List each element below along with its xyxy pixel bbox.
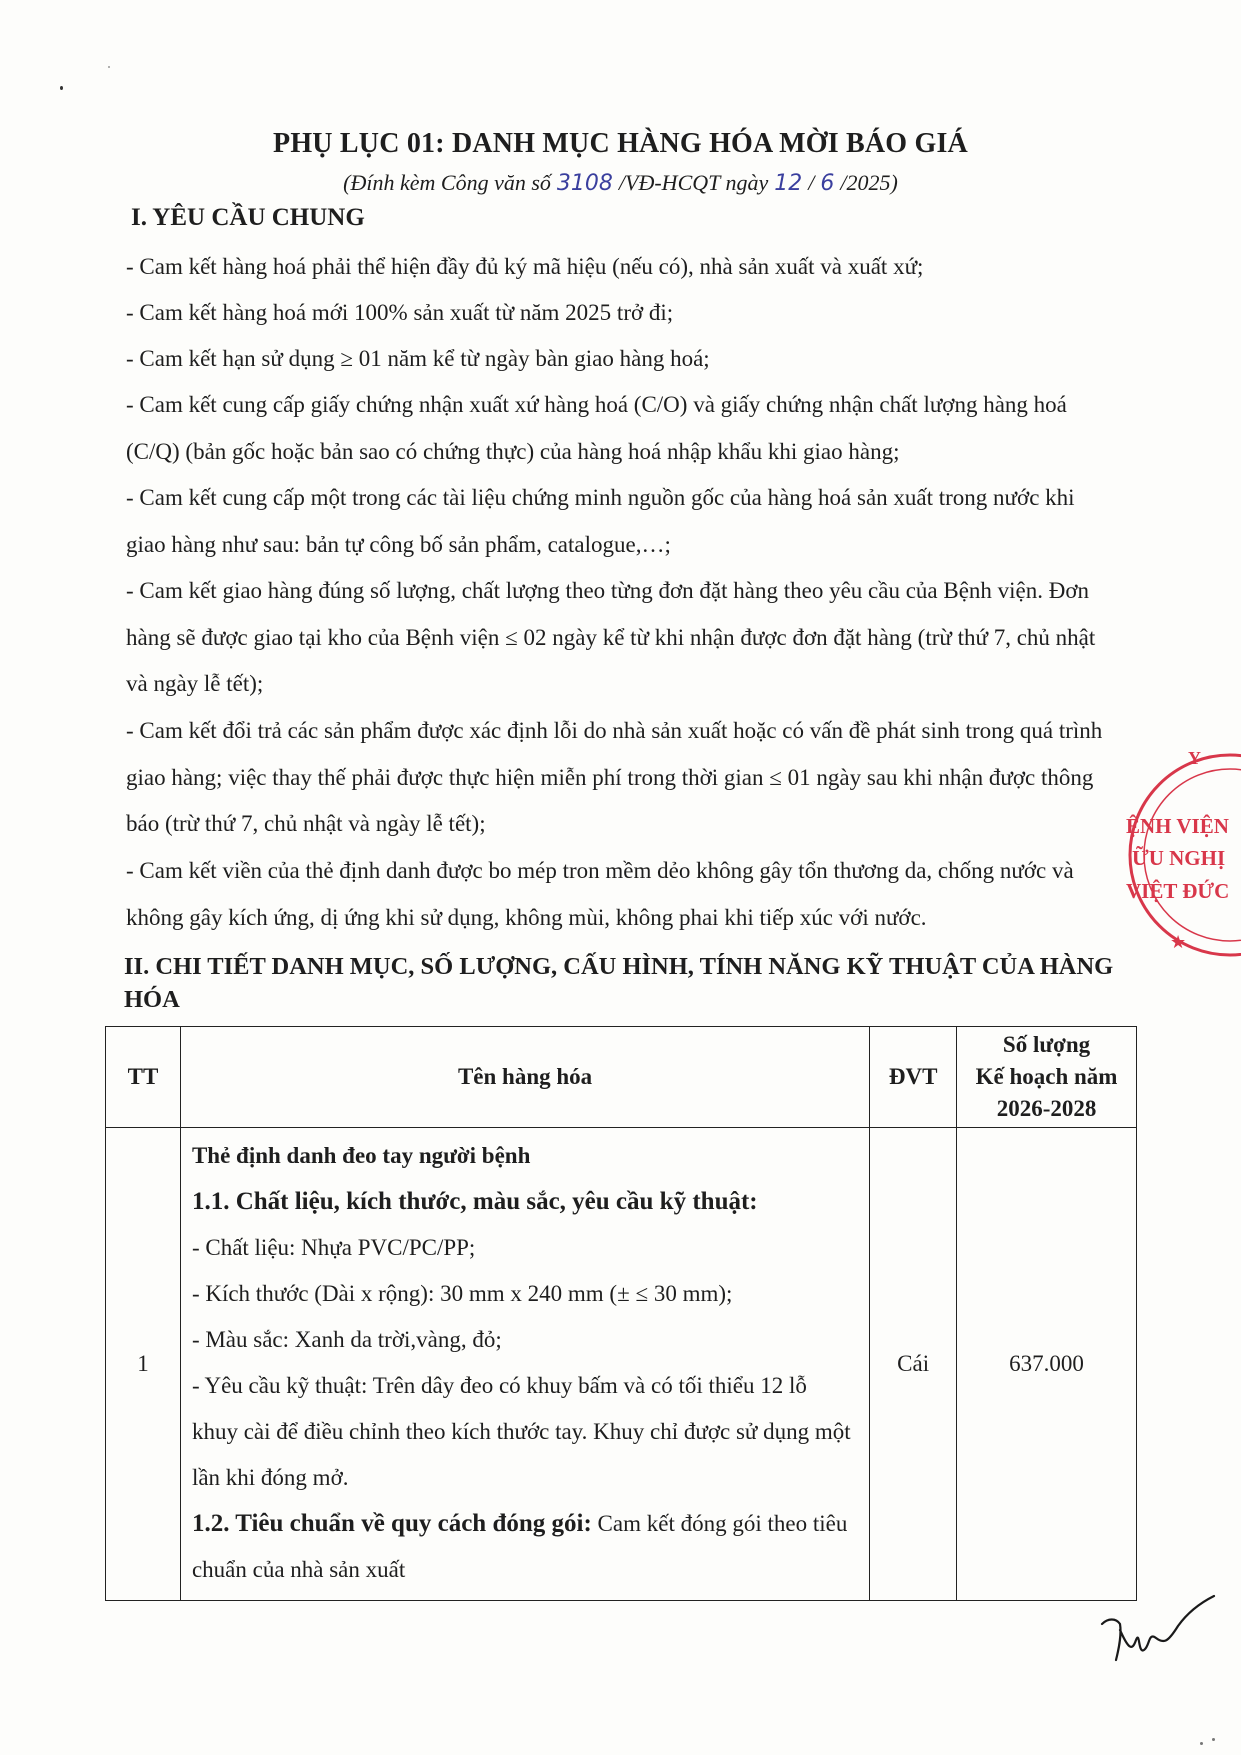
header-quantity-line2: Kế hoạch năm bbox=[975, 1064, 1118, 1089]
document-subtitle bbox=[0, 170, 1241, 196]
subtitle-middle: /VĐ-HCQT ngày bbox=[618, 170, 769, 195]
goods-table bbox=[105, 1026, 1137, 1601]
handwritten-month: 6 bbox=[820, 171, 835, 196]
cell-tt: 1 bbox=[106, 1128, 181, 1601]
packing-heading: 1.2. Tiêu chuẩn về quy cách đóng gói: bbox=[191, 1510, 592, 1537]
handwritten-doc-number: 3108 bbox=[556, 171, 613, 196]
scan-speck bbox=[60, 86, 63, 90]
requirement-item: - Cam kết hàng hoá mới 100% sản xuất từ năm 2025 trở đi; bbox=[126, 300, 674, 325]
section-2-heading: II. CHI TIẾT DANH MỤC, SỐ LƯỢNG, CẤU HÌNH, TÍNH NĂNG KỸ THUẬT CỦA HÀNG HÓA bbox=[124, 953, 1114, 1013]
stamp-line-1: ỆNH VIỆN bbox=[1126, 814, 1229, 838]
handwritten-signature-icon bbox=[1098, 1590, 1218, 1670]
handwritten-day: 12 bbox=[774, 171, 803, 196]
stamp-top-mark: Y bbox=[1188, 748, 1201, 768]
subtitle-suffix: /2025) bbox=[840, 170, 898, 195]
requirement-item: - Cam kết hàng hoá phải thể hiện đầy đủ ký mã hiệu (nếu có), nhà sản xuất và xuất xứ; bbox=[126, 254, 924, 279]
table-row bbox=[106, 1128, 1137, 1601]
spec-heading: 1.1. Chất liệu, kích thước, màu sắc, yêu cầu kỹ thuật: bbox=[191, 1188, 758, 1215]
table-header-row bbox=[106, 1027, 1137, 1128]
header-name: Tên hàng hóa bbox=[180, 1027, 869, 1128]
stamp-line-3: VIỆT ĐỨC bbox=[1126, 879, 1230, 903]
section-1-heading: I. YÊU CẦU CHUNG bbox=[131, 204, 365, 231]
header-quantity-line3: 2026-2028 bbox=[996, 1096, 1097, 1121]
packing-text: Cam kết đóng gói theo tiêu chuẩn của nhà sản xuất bbox=[191, 1511, 848, 1582]
cell-unit: Cái bbox=[870, 1128, 957, 1601]
scan-speck bbox=[1212, 1738, 1215, 1741]
header-quantity-line1: Số lượng bbox=[1002, 1032, 1091, 1057]
stamp-line-2: ỮU NGHỊ bbox=[1132, 846, 1226, 870]
requirement-item: - Cam kết hạn sử dụng ≥ 01 năm kể từ ngày bàn giao hàng hoá; bbox=[126, 346, 710, 371]
item-title: Thẻ định danh đeo tay người bệnh bbox=[191, 1143, 531, 1168]
header-unit: ĐVT bbox=[870, 1027, 957, 1128]
spec-size: - Kích thước (Dài x rộng): 30 mm x 240 mm (± ≤ 30 mm); bbox=[191, 1281, 733, 1306]
requirement-item: - Cam kết cung cấp một trong các tài liệu chứng minh nguồn gốc của hàng hoá sản xuất trong nước khi giao hàng như sau: bản tự công bố sản phẩm, catalogue,…; bbox=[126, 485, 1075, 557]
date-separator: / bbox=[808, 170, 815, 195]
spec-material: - Chất liệu: Nhựa PVC/PC/PP; bbox=[191, 1235, 476, 1260]
scan-speck bbox=[108, 66, 110, 68]
document-title: PHỤ LỤC 01: DANH MỤC HÀNG HÓA MỜI BÁO GIÁ bbox=[273, 128, 968, 159]
stamp-star-icon: ★ bbox=[1170, 932, 1187, 953]
cell-description bbox=[180, 1128, 869, 1601]
requirement-item: - Cam kết viền của thẻ định danh được bo mép tron mềm dẻo không gây tổn thương da, chống nước và không gây kích ứng, dị ứng khi sử dụng, không mùi, không phai khi tiếp xúc với nước. bbox=[126, 858, 1074, 930]
scan-speck bbox=[1200, 1742, 1203, 1745]
cell-quantity: 637.000 bbox=[957, 1128, 1137, 1601]
spec-technical: - Yêu cầu kỹ thuật: Trên dây đeo có khuy bấm và có tối thiểu 12 lỗ khuy cài để điều chỉnh theo kích thước tay. Khuy chỉ được sử dụng một lần khi đóng mở. bbox=[191, 1373, 851, 1490]
hospital-stamp bbox=[1118, 740, 1241, 970]
requirement-item: - Cam kết đổi trả các sản phẩm được xác định lỗi do nhà sản xuất hoặc có vấn đề phát sinh trong quá trình giao hàng; việc thay thế phải được thực hiện miễn phí trong thời gian ≤ 01 ngày sau khi nhận được thông báo (trừ thứ 7, chủ nhật và ngày lễ tết); bbox=[126, 718, 1103, 836]
requirement-item: - Cam kết giao hàng đúng số lượng, chất lượng theo từng đơn đặt hàng theo yêu cầu của Bệnh viện. Đơn hàng sẽ được giao tại kho của Bệnh viện ≤ 02 ngày kể từ khi nhận được đơn đặt hàng (trừ thứ 7, chủ nhật và ngày lễ tết); bbox=[126, 578, 1096, 696]
subtitle-prefix: (Đính kèm Công văn số bbox=[343, 170, 551, 195]
header-tt: TT bbox=[106, 1027, 181, 1128]
spec-color: - Màu sắc: Xanh da trời,vàng, đỏ; bbox=[191, 1327, 502, 1352]
packing-spec bbox=[192, 1501, 858, 1593]
requirement-item: - Cam kết cung cấp giấy chứng nhận xuất xứ hàng hoá (C/O) và giấy chứng nhận chất lượng hàng hoá (C/Q) (bản gốc hoặc bản sao có chứng thực) của hàng hoá nhập khẩu khi giao hàng; bbox=[126, 392, 1067, 464]
header-quantity bbox=[957, 1027, 1137, 1128]
